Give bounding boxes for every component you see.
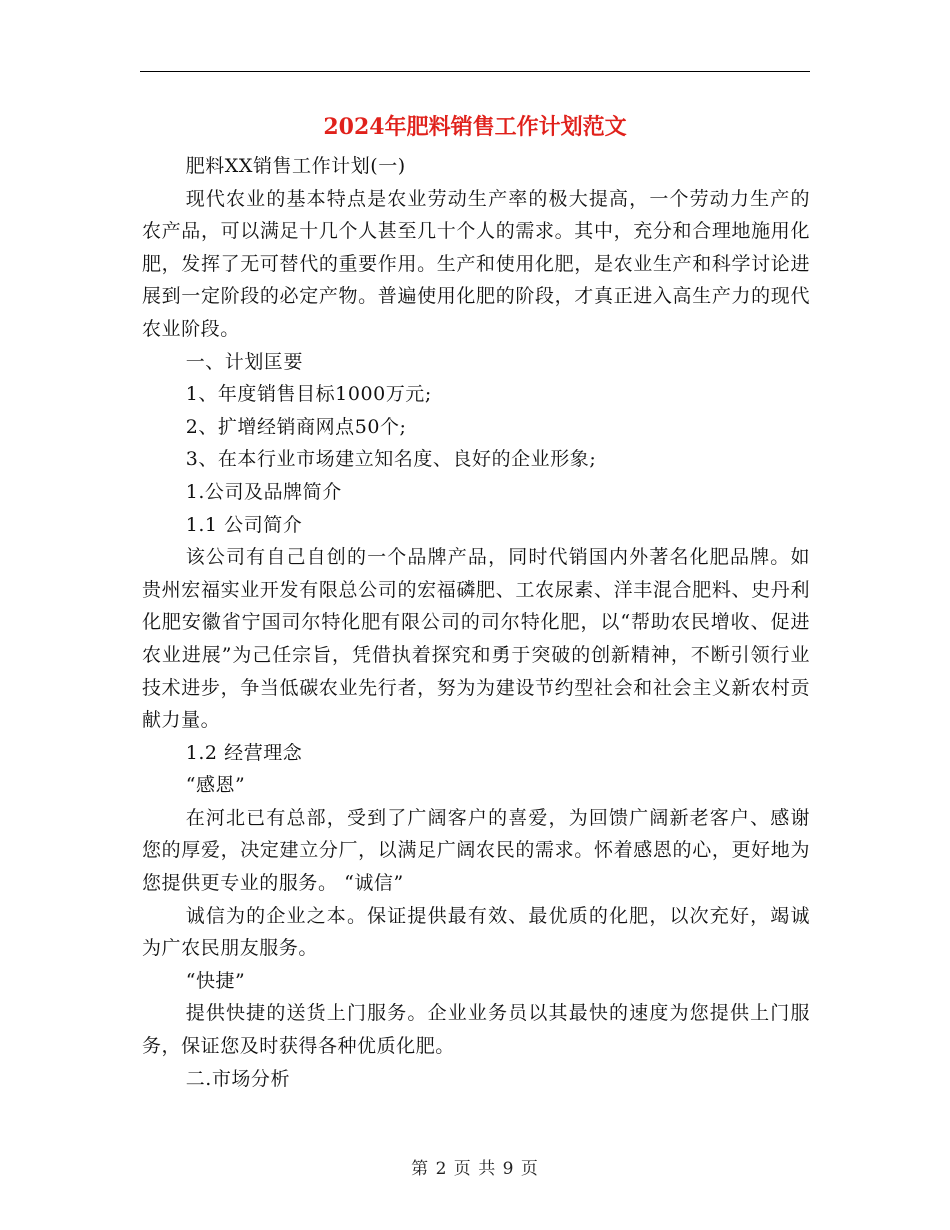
- body-paragraph: 现代农业的基本特点是农业劳动生产率的极大提高，一个劳动力生产的农产品，可以满足十几个人甚至几十个人的需求。其中，充分和合理地施用化肥，发挥了无可替代的重要作用。生产和使用化肥，是农业生产和科学讨论进展到一定阶段的必定产物。普遍使用化肥的阶段，才真正进入高生产力的现代农业阶段。: [142, 187, 810, 340]
- subsection-heading: 1.1 公司简介: [185, 513, 303, 536]
- section-heading: 二.市场分析: [185, 1067, 291, 1090]
- body-paragraph: 在河北已有总部，受到了广阔客户的喜爱，为回馈广阔新老客户、感谢您的厚爱，决定建立分厂，以满足广阔农民的需求。怀着感恩的心，更好地为您提供更专业的服务。 “诚信”: [142, 806, 810, 895]
- page-footer: [0, 1154, 950, 1179]
- section-heading: 1.公司及品牌简介: [185, 480, 342, 503]
- list-item: 1、年度销售目标1000万元;: [185, 383, 432, 406]
- body-paragraph: 该公司有自己自创的一个品牌产品，同时代销国内外著名化肥品牌。如贵州宏福实业开发有限总公司的宏福磷肥、工农尿素、洋丰混合肥料、史丹利化肥安徽省宁国司尔特化肥有限公司的司尔特化肥，以“帮助农民增收、促进农业进展”为己任宗旨，凭借执着探究和勇于突破的创新精神，不断引领行业技术进步，争当低碳农业先行者，努为为建设节约型社会和社会主义新农村贡献力量。: [142, 546, 810, 732]
- value-heading: “快捷”: [185, 969, 246, 992]
- section-heading: 一、计划匡要: [185, 350, 303, 373]
- document-body: [142, 150, 810, 1095]
- section-heading: 肥料XX销售工作计划(一): [185, 155, 406, 177]
- subsection-heading: 1.2 经营理念: [185, 741, 303, 764]
- list-item: 3、在本行业市场建立知名度、良好的企业形象;: [185, 448, 597, 471]
- list-item: 2、扩增经销商网点50个;: [185, 415, 407, 438]
- body-paragraph: 诚信为的企业之本。保证提供最有效、最优质的化肥，以次充好，竭诚为广农民朋友服务。: [142, 904, 810, 960]
- body-paragraph: 提供快捷的送货上门服务。企业业务员以其最快的速度为您提供上门服务，保证您及时获得各种优质化肥。: [142, 1002, 810, 1058]
- document-title: 2024年肥料销售工作计划范文: [323, 114, 627, 140]
- page-number-label: 第 2 页 共 9 页: [411, 1159, 539, 1179]
- value-heading: “感恩”: [185, 774, 246, 797]
- header-rule: [140, 71, 810, 72]
